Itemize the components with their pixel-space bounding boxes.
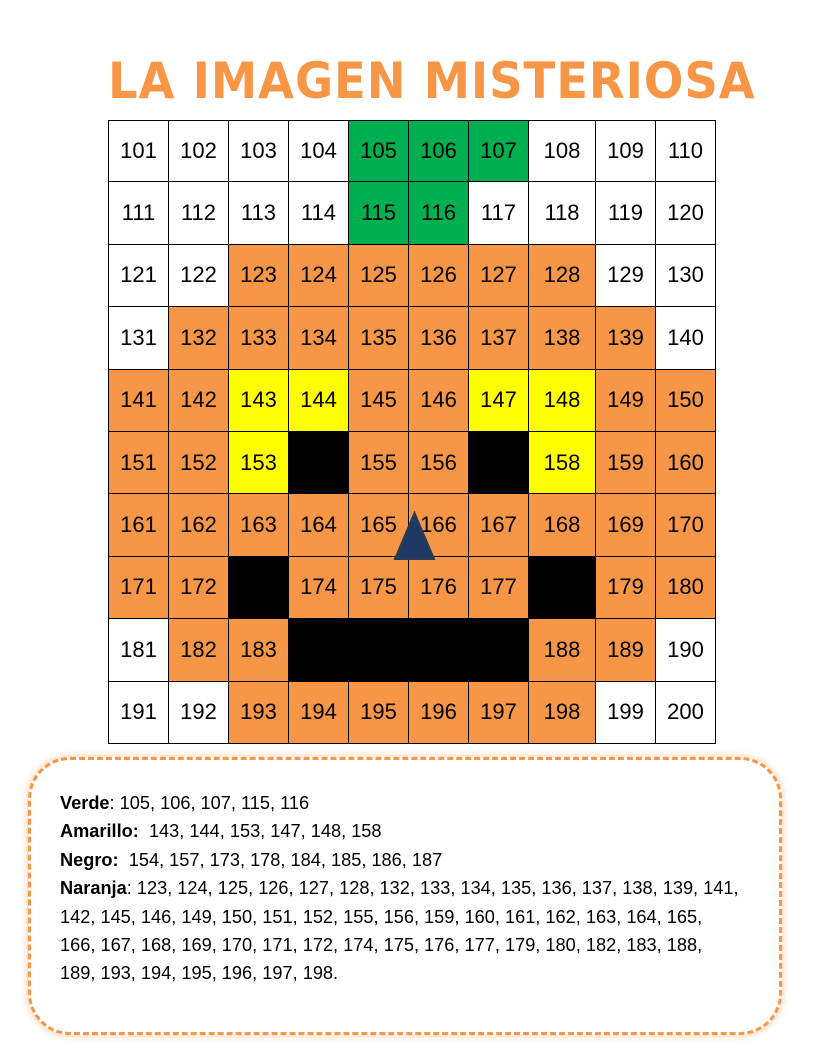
grid-cell-190: 190 bbox=[656, 619, 716, 681]
grid-cell-170: 170 bbox=[656, 494, 716, 556]
grid-cell-138: 138 bbox=[529, 307, 596, 369]
triangle-icon bbox=[393, 511, 436, 561]
grid-cell-198: 198 bbox=[529, 682, 596, 744]
grid-cell-186 bbox=[409, 619, 469, 681]
grid-cell-147: 147 bbox=[469, 370, 529, 432]
grid-cell-177: 177 bbox=[469, 557, 529, 619]
grid-cell-163: 163 bbox=[229, 494, 289, 556]
grid-cell-126: 126 bbox=[409, 245, 469, 307]
grid-cell-132: 132 bbox=[169, 307, 229, 369]
grid-cell-117: 117 bbox=[469, 182, 529, 244]
grid-cell-154 bbox=[289, 432, 349, 494]
grid-cell-141: 141 bbox=[108, 370, 169, 432]
grid-cell-158: 158 bbox=[529, 432, 596, 494]
grid-cell-181: 181 bbox=[108, 619, 169, 681]
grid-cell-196: 196 bbox=[409, 682, 469, 744]
grid-cell-150: 150 bbox=[656, 370, 716, 432]
grid-cell-134: 134 bbox=[289, 307, 349, 369]
grid-cell-153: 153 bbox=[229, 432, 289, 494]
grid-cell-108: 108 bbox=[529, 120, 596, 182]
grid-cell-167: 167 bbox=[469, 494, 529, 556]
grid-cell-151: 151 bbox=[108, 432, 169, 494]
grid-cell-105: 105 bbox=[349, 120, 409, 182]
grid-cell-195: 195 bbox=[349, 682, 409, 744]
grid-cell-146: 146 bbox=[409, 370, 469, 432]
grid-cell-199: 199 bbox=[596, 682, 656, 744]
grid-cell-124: 124 bbox=[289, 245, 349, 307]
grid-cell-130: 130 bbox=[656, 245, 716, 307]
grid-cell-160: 160 bbox=[656, 432, 716, 494]
grid-cell-123: 123 bbox=[229, 245, 289, 307]
grid-cell-187 bbox=[469, 619, 529, 681]
grid-cell-111: 111 bbox=[108, 182, 169, 244]
grid-cell-184 bbox=[289, 619, 349, 681]
grid-cell-115: 115 bbox=[349, 182, 409, 244]
grid-cell-125: 125 bbox=[349, 245, 409, 307]
grid-cell-173 bbox=[229, 557, 289, 619]
grid-cell-162: 162 bbox=[169, 494, 229, 556]
legend-label: Naranja bbox=[60, 878, 127, 899]
grid-cell-183: 183 bbox=[229, 619, 289, 681]
grid-cell-104: 104 bbox=[289, 120, 349, 182]
legend-values: 143, 144, 153, 147, 148, 158 bbox=[148, 821, 382, 842]
grid-cell-169: 169 bbox=[596, 494, 656, 556]
grid-cell-197: 197 bbox=[469, 682, 529, 744]
legend-line-negro bbox=[60, 846, 740, 874]
grid-cell-176: 176 bbox=[409, 557, 469, 619]
grid-cell-180: 180 bbox=[656, 557, 716, 619]
grid-cell-171: 171 bbox=[108, 557, 169, 619]
grid-cell-143: 143 bbox=[229, 370, 289, 432]
grid-cell-136: 136 bbox=[409, 307, 469, 369]
legend-values: 154, 157, 173, 178, 184, 185, 186, 187 bbox=[128, 849, 443, 870]
grid-cell-128: 128 bbox=[529, 245, 596, 307]
grid-cell-103: 103 bbox=[229, 120, 289, 182]
grid-cell-121: 121 bbox=[108, 245, 169, 307]
grid-cell-110: 110 bbox=[656, 120, 716, 182]
grid-cell-165: 165 bbox=[349, 494, 409, 556]
grid-cell-193: 193 bbox=[229, 682, 289, 744]
grid-cell-145: 145 bbox=[349, 370, 409, 432]
grid-cell-159: 159 bbox=[596, 432, 656, 494]
legend-line-naranja: Naranja: 123, 124, 125, 126, 127, 128, 132, 133, 134, 135, 136, 137, 138, 139, 141, 142, 145, 146, 149, 150, 151, 152, 155, 156, 159, 160, 161, 162, 163, 164, 165, 166, 167, 168, 169, 170, 171, 172, 174, 175, 176, 177, 179, 180, 182, 183, 188, 189, 193, 194, 195, 196, 197, 198. bbox=[60, 878, 739, 984]
grid-cell-182: 182 bbox=[169, 619, 229, 681]
grid-cell-107: 107 bbox=[469, 120, 529, 182]
grid-cell-139: 139 bbox=[596, 307, 656, 369]
grid-cell-119: 119 bbox=[596, 182, 656, 244]
grid-cell-178 bbox=[529, 557, 596, 619]
grid-cell-157 bbox=[469, 432, 529, 494]
page-title: LA IMAGEN MISTERIOSA bbox=[108, 52, 756, 110]
number-grid bbox=[108, 120, 716, 744]
grid-cell-174: 174 bbox=[289, 557, 349, 619]
grid-cell-137: 137 bbox=[469, 307, 529, 369]
grid-cell-116: 116 bbox=[409, 182, 469, 244]
grid-cell-127: 127 bbox=[469, 245, 529, 307]
grid-cell-164: 164 bbox=[289, 494, 349, 556]
legend-label: Verde bbox=[60, 793, 110, 813]
grid-cell-166: 166 bbox=[409, 494, 469, 556]
grid-cell-135: 135 bbox=[349, 307, 409, 369]
legend-label: Negro: bbox=[60, 849, 119, 870]
grid-cell-149: 149 bbox=[596, 370, 656, 432]
grid-cell-152: 152 bbox=[169, 432, 229, 494]
grid-cell-194: 194 bbox=[289, 682, 349, 744]
grid-cell-140: 140 bbox=[656, 307, 716, 369]
legend-label: Amarillo: bbox=[60, 821, 139, 842]
grid-cell-106: 106 bbox=[409, 120, 469, 182]
grid-cell-144: 144 bbox=[289, 370, 349, 432]
grid-cell-102: 102 bbox=[169, 120, 229, 182]
grid-cell-131: 131 bbox=[108, 307, 169, 369]
grid-cell-114: 114 bbox=[289, 182, 349, 244]
grid-cell-129: 129 bbox=[596, 245, 656, 307]
legend-text bbox=[60, 789, 740, 988]
grid-cell-101: 101 bbox=[108, 120, 169, 182]
grid-cell-185 bbox=[349, 619, 409, 681]
grid-cell-118: 118 bbox=[529, 182, 596, 244]
grid-cell-148: 148 bbox=[529, 370, 596, 432]
grid-cell-175: 175 bbox=[349, 557, 409, 619]
grid-cell-161: 161 bbox=[108, 494, 169, 556]
grid-cell-168: 168 bbox=[529, 494, 596, 556]
grid-cell-189: 189 bbox=[596, 619, 656, 681]
grid-cell-113: 113 bbox=[229, 182, 289, 244]
grid-cell-179: 179 bbox=[596, 557, 656, 619]
grid-cell-200: 200 bbox=[656, 682, 716, 744]
legend-values: 123, 124, 125, 126, 127, 128, 132, 133, 134, 135, 136, 137, 138, 139, 141, 142, 145, 146, 149, 150, 151, 152, 155, 156, 159, 160, 161, 162, 163, 164, 165, 166, 167, 168, 169, 170, 171, 172, 174, 175, 176, 177, 179, 180, 182, 183, 188, 189, 193, 194, 195, 196, 197, 198. bbox=[60, 878, 739, 984]
grid-cell-156: 156 bbox=[409, 432, 469, 494]
grid-cell-191: 191 bbox=[108, 682, 169, 744]
legend-line-amarillo bbox=[60, 817, 740, 845]
grid-cell-122: 122 bbox=[169, 245, 229, 307]
grid-cell-112: 112 bbox=[169, 182, 229, 244]
grid-cell-109: 109 bbox=[596, 120, 656, 182]
legend-values: 105, 106, 107, 115, 116 bbox=[119, 793, 310, 813]
grid-cell-120: 120 bbox=[656, 182, 716, 244]
grid-cell-188: 188 bbox=[529, 619, 596, 681]
grid-cell-133: 133 bbox=[229, 307, 289, 369]
grid-cell-155: 155 bbox=[349, 432, 409, 494]
legend-line-verde: Verde: 105, 106, 107, 115, 116 bbox=[60, 793, 310, 813]
grid-cell-142: 142 bbox=[169, 370, 229, 432]
grid-cell-172: 172 bbox=[169, 557, 229, 619]
grid-cell-192: 192 bbox=[169, 682, 229, 744]
